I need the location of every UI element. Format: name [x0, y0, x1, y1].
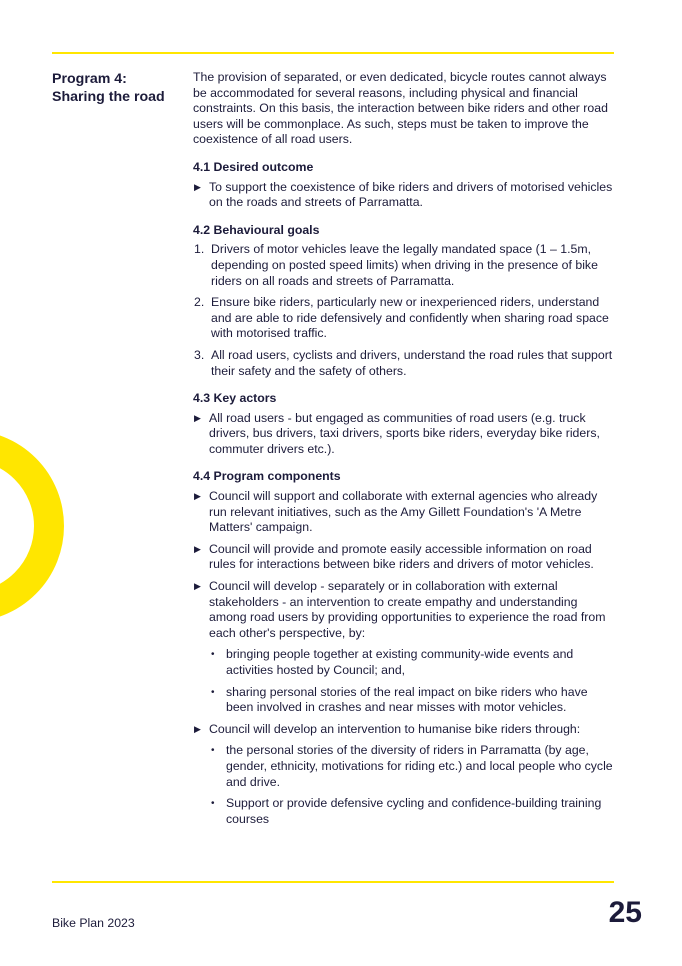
dot-bullet-icon: •: [211, 649, 215, 661]
list-item: ▶ To support the coexistence of bike riders and drivers of motorised vehicles on the roads and streets of Parramatta.: [194, 179, 613, 210]
section-desired-outcome: [193, 160, 618, 211]
footer-document-title: Bike Plan 2023: [52, 916, 135, 930]
section-program-components: [193, 469, 618, 827]
list-item: ▶ Council will provide and promote easily accessible information on road rules for interactions between bike riders and drivers of motor vehicles.: [194, 541, 594, 572]
section-heading: 4.2 Behavioural goals: [193, 222, 320, 237]
decorative-ring: [0, 430, 64, 625]
dot-bullet-icon: •: [211, 686, 215, 698]
section-heading: 4.1 Desired outcome: [193, 159, 314, 174]
page-number: 25: [608, 896, 642, 929]
list-item: ▶ Council will develop - separately or in collaboration with external stakeholders - an intervention to create empathy and understanding among road users by providing opportunities to experience the road from each other's perspective, by: • bringing people together at existing community-wide events and activities hosted by Council; and, • sharing personal stories of the real impact on bike riders who have been involved in crashes and near misses with motor vehicles.: [193, 579, 618, 716]
sub-list-item: • sharing personal stories of the real impact on bike riders who have been involved in crashes and near misses with motor vehicles.: [211, 684, 588, 715]
triangle-bullet-icon: ▶: [194, 543, 201, 554]
list-number: 2.: [194, 295, 205, 310]
dot-bullet-icon: •: [211, 798, 215, 810]
program-title: [52, 70, 182, 106]
list-item: 2. Ensure bike riders, particularly new or inexperienced riders, understand and are able to ride defensively and confidently when sharing road space with motorised traffic.: [194, 295, 609, 341]
sub-list-item: • bringing people together at existing community-wide events and activities hosted by Council; and,: [211, 647, 574, 677]
list-item: ▶ All road users - but engaged as communities of road users (e.g. truck drivers, bus drivers, taxi drivers, sports bike riders, everyday bike riders, commuter drivers etc.).: [194, 410, 600, 456]
list-number: 1.: [194, 242, 205, 257]
triangle-bullet-icon: ▶: [194, 491, 201, 502]
section-heading: 4.3 Key actors: [193, 391, 277, 406]
list-item: ▶ Council will develop an intervention to humanise bike riders through: • the personal stories of the diversity of riders in Parramatta (by age, gender, ethnicity, motivations for riding etc.) and local people who cycle and drive. • Support or provide defensive cycling and confidence-building training courses: [193, 722, 618, 828]
section-heading: 4.4 Program components: [193, 469, 341, 484]
bottom-divider: [52, 881, 614, 883]
triangle-bullet-icon: ▶: [194, 723, 201, 734]
sub-list-item: • Support or provide defensive cycling and confidence-building training courses: [211, 796, 602, 826]
section-behavioural-goals: [193, 223, 618, 379]
top-divider: [52, 52, 614, 54]
triangle-bullet-icon: ▶: [194, 581, 201, 592]
sub-list-item: • the personal stories of the diversity of riders in Parramatta (by age, gender, ethnicity, motivations for riding etc.) and local people who cycle and drive.: [211, 743, 613, 789]
program-title-line2: Sharing the road: [52, 89, 165, 105]
list-item: 3. All road users, cyclists and drivers, understand the road rules that support their safety and the safety of others.: [194, 347, 613, 378]
list-item: 1. Drivers of motor vehicles leave the legally mandated space (1 – 1.5m, depending on posted speed limits) when driving in the presence of bike riders on all roads and streets of Parramatta.: [194, 242, 598, 288]
program-title-line1: Program 4:: [52, 71, 127, 87]
dot-bullet-icon: •: [211, 745, 215, 757]
list-item: ▶ Council will support and collaborate with external agencies who already run relevant initiatives, such as the Amy Gillett Foundation's 'A Metre Matters' campaign.: [194, 489, 598, 535]
main-content: [193, 70, 618, 839]
triangle-bullet-icon: ▶: [194, 181, 201, 192]
intro-paragraph: The provision of separated, or even dedicated, bicycle routes cannot always be accommodated for several reasons, including physical and financial constraints. On this basis, the interaction between bike riders and other road users will be commonplace. As such, steps must be taken to improve the coexistence of all road users.: [193, 70, 608, 147]
triangle-bullet-icon: ▶: [194, 412, 201, 423]
section-key-actors: [193, 391, 618, 457]
list-number: 3.: [194, 347, 205, 362]
